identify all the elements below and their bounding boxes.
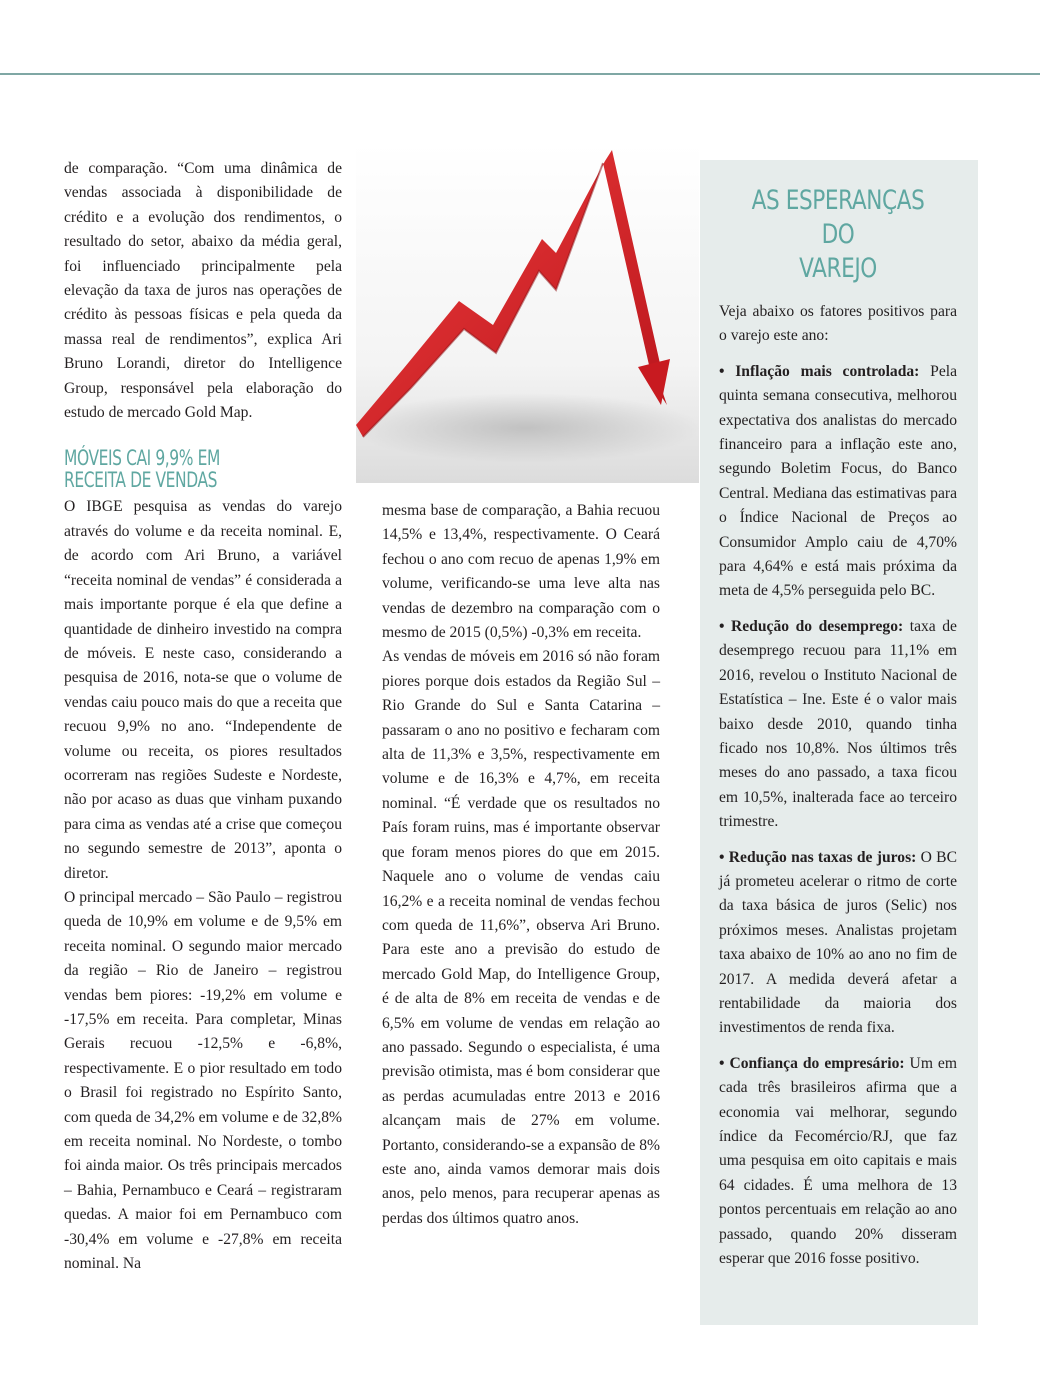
sidebar-item-label: • Redução do desemprego: (719, 617, 904, 635)
sidebar-item-label: • Inflação mais controlada: (719, 362, 920, 380)
sidebar-item-unemployment (719, 615, 957, 835)
sidebar-item-business-confidence (719, 1052, 957, 1272)
paragraph: mesma base de comparação, a Bahia recuou 14,5% e 13,4%, respectivamente. O Ceará fechou o ano com recuo de apenas 1,9% em volume, verificando-se uma leve alta nas vendas de dezembro na comparação com o mesmo de 2015 (0,5%) -0,3% em receita. (382, 502, 660, 642)
article-column-middle (382, 499, 660, 1231)
sidebar-intro: Veja abaixo os fatores positivos para o varejo este ano: (719, 303, 957, 345)
sidebar-title (743, 184, 933, 286)
arrow-shadow (356, 393, 699, 463)
sidebar-title-line1: AS ESPERANÇAS DO (751, 185, 925, 250)
section-heading-line1: MÓVEIS CAI 9,9% EM (64, 446, 220, 471)
article-column-left (64, 157, 342, 1276)
sidebar-item-inflation (719, 360, 957, 604)
sidebar-item-label: • Confiança do empresário: (719, 1054, 905, 1072)
falling-arrow-image (356, 143, 699, 483)
sidebar-box (700, 160, 978, 1325)
sidebar-item-label: • Redução nas taxas de juros: (719, 848, 917, 866)
intro-paragraph: de comparação. “Com uma dinâmica de vendas associada à disponibilidade de crédito e a evolução dos rendimentos, o resultado do setor, abaixo da média geral, foi influenciado principalmente pela elevação da taxa de juros nas operações de crédito às pessoas físicas e pela queda da massa real de rendimentos”, explica Ari Bruno Lorandi, diretor do Intelligence Group, responsável pela elaboração do estudo de mercado Gold Map. (64, 160, 342, 422)
section-heading-line2: RECEITA DE VENDAS (64, 468, 218, 493)
paragraph: O IBGE pesquisa as vendas do varejo através do volume e da receita nominal. E, de acordo com Ari Bruno, a variável “receita nominal de vendas” é considerada a mais importante porque é ela que define a quantidade de dinheiro investido na compra de móveis. E neste caso, considerando a pesquisa de 2016, nota-se que o volume de vendas caiu pouco mais do que a receita que recuou 9,9% no ano. “Independente de volume ou receita, os piores resultados ocorreram nas regiões Sudeste e Nordeste, não por acaso as duas que vinham puxando para cima as vendas até a crise que começou no segundo semestre de 2013”, aponta o diretor. (64, 498, 342, 882)
paragraph: As vendas de móveis em 2016 só não foram piores porque dois estados da Região Sul – Rio Grande do Sul e Santa Catarina – passaram o ano no positivo e fecharam com alta de 11,3% e 3,5%, respectivamente em volume e de 16,3% e 4,7%, em receita nominal. “É verdade que os resultados no País foram ruins, mas é importante observar que foram menos piores do que em 2015. Naquele ano o volume de vendas caiu 16,2% e a receita nominal de vendas fechou com queda de 11,6%”, observa Ari Bruno. Para este ano a previsão do estudo de mercado Gold Map, do Intelligence Group, é de alta de 8% em receita de vendas e de 6,5% em volume de vendas em relação ao ano passado. Segundo o especialista, é uma previsão otimista, mas é bom considerar que as perdas acumuladas entre 2013 e 2016 alcançam mais de 27% em volume. Portanto, considerando-se a expansão de 8% este ano, ainda vamos demorar mais dois anos, pelo menos, para recuperar apenas as perdas dos últimos quatro anos. (382, 648, 660, 1227)
paragraph: O principal mercado – São Paulo – registrou queda de 10,9% em volume e de 9,5% em receita nominal. O segundo maior mercado da região – Rio de Janeiro – registrou vendas bem piores: -19,2% em volume e -17,5% em receita. Para completar, Minas Gerais recuou -12,5% e -6,8%, respectivamente. E o pior resultado em todo o Brasil foi registrado no Espírito Santo, com queda de 34,2% em volume e de 32,8% em receita nominal. No Nordeste, o tombo foi ainda maior. Os três principais mercados – Bahia, Pernambuco e Ceará – registraram quedas. A maior foi em Pernambuco com -30,4% em volume e -27,8% em receita nominal. Na (64, 888, 343, 1273)
sidebar-item-text: taxa de desemprego recuou para 11,1% em 2016, revelou o Instituto Nacional de Estatística – Ine. Este é o valor mais baixo desde 2010, quando tinha ficado nos 10,8%. Nos últimos três meses do ano passado, a taxa ficou em 10,5%, inalterada face ao terceiro trimestre. (719, 617, 957, 831)
section-heading (64, 447, 292, 491)
sidebar-item-text: Pela quinta semana consecutiva, melhorou expectativa dos analistas do mercado financeiro para a inflação este ano, segundo Boletim Focus, do Banco Central. Mediana das estimativas para o Índice Nacional de Preços ao Consumidor Amplo caiu de 4,70% para 4,64% e está mais próxima da meta de 4,5% perseguida pelo BC. (719, 362, 957, 600)
sidebar-item-text: O BC já prometeu acelerar o ritmo de corte da taxa básica de juros (Selic) nos próximos meses. Analistas projetam taxa abaixo de 10% ao ano no fim de 2017. A medida deverá afetar a rentabilidade da maioria dos investimentos de renda fixa. (719, 848, 957, 1037)
sidebar-title-line2: VAREJO (799, 253, 877, 284)
sidebar-item-text: Um em cada três brasileiros afirma que a economia vai melhorar, segundo índice da Fecomércio/RJ, que faz uma pesquisa em oito capitais e mais 64 cidades. É uma melhora de 13 pontos percentuais em relação ao ano passado, quando 20% disseram esperar que 2016 fosse positivo. (719, 1054, 957, 1268)
sidebar-item-interest-rates (719, 846, 957, 1041)
header-divider (0, 73, 1040, 75)
